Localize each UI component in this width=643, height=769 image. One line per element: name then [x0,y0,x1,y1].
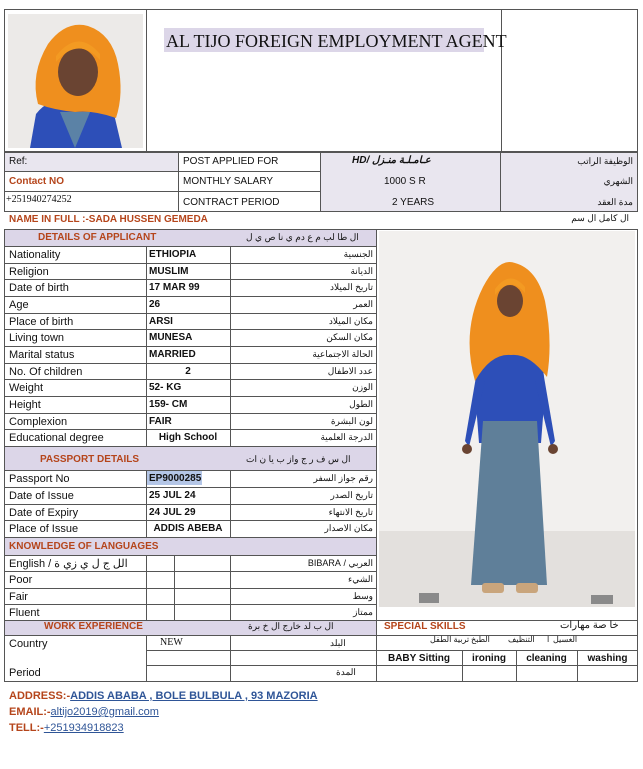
language-ar: العربي / BIBARA [307,558,373,568]
period-ar: المدة [336,667,356,677]
passport-label: Date of Expiry [9,506,79,519]
passport-ar: تاريخ الانتهاء [328,506,373,517]
detail-label: Living town [9,332,65,345]
detail-value: MARRIED [149,349,196,361]
skill-ar: الغسيل [553,635,578,644]
full-name-ar: ال كامل ال سم [571,213,629,223]
detail-value: 52- KG [149,382,182,394]
skill-item: cleaning [526,653,567,664]
row-line [146,665,376,666]
contract-ar: مدة العقد [597,197,633,207]
ref-label: Ref: [9,156,28,167]
row-line [4,346,376,347]
row-line [4,520,376,521]
portrait-photo [8,14,143,148]
salary-value: 1000 S R [384,176,426,187]
detail-value: 159- CM [149,399,188,411]
contract-value: 2 YEARS [392,197,435,208]
full-body-photo [379,231,635,607]
passport-label: Place of Issue [9,523,79,536]
col-line [230,635,231,682]
language-ar: الشيء [347,574,373,585]
passport-value: EP9000285 [149,473,202,484]
row-line [4,263,376,264]
row-line [376,665,638,666]
passport-label: Date of Issue [9,489,74,502]
skill-item: BABY Sitting [387,653,451,664]
row-line [4,487,376,488]
row-line [4,588,376,589]
detail-value: 17 MAR 99 [149,282,200,294]
detail-value: 2 [185,365,191,377]
skill-ar: ا [547,635,550,644]
row-line [4,296,376,297]
row-line [4,379,376,380]
detail-label: Weight [9,382,44,395]
row-line [4,571,376,572]
post-label: POST APPLIED FOR [183,156,279,167]
detail-label: Complexion [9,415,68,428]
skill-ar: التنظيف [508,635,535,644]
skills-title-ar: خا صة مهارات [560,620,619,631]
detail-label: Place of birth [9,315,74,328]
language-ar: ممتاز [353,606,373,617]
divider [146,9,147,152]
full-name: NAME IN FULL :-SADA HUSSEN GEMEDA [9,214,208,225]
tell-label: TELL:- [9,722,44,734]
detail-label: Date of birth [9,282,69,295]
detail-ar: مكان الميلاد [328,315,373,326]
work-title-ar: ال ب لد خارج ال خ برة [248,621,334,631]
detail-ar: تاريخ الميلاد [330,282,373,293]
skill-item: washing [587,653,628,664]
country-value: NEW [160,637,183,648]
detail-value: FAIR [149,415,172,427]
details-title-ar: ال طا لب م ع دم ي نا ص ي ل [246,232,359,242]
contact-label: Contact NO [9,176,64,187]
detail-ar: عدد الاطفال [327,365,373,376]
contract-label: CONTRACT PERIOD [183,197,280,208]
detail-value: MUSLIM [149,265,189,277]
skill-ar: الطبخ [471,635,490,644]
row-line [4,635,638,636]
address-line [9,691,318,702]
detail-ar: الجنسية [343,249,373,259]
passport-value: 24 JUL 29 [149,506,196,518]
detail-value: 26 [149,299,161,310]
row-line [4,396,376,397]
row-line [4,279,376,280]
col-line [146,635,147,682]
language-ar: وسط [352,590,373,601]
row-line [4,604,376,605]
detail-ar: الديانة [350,265,373,276]
language-label: Fair [9,590,28,603]
row-line [4,329,376,330]
country-ar: البلد [330,638,346,648]
language-label: English / الل ج ل ي زي ة [9,558,128,570]
country-label: Country [9,638,48,650]
salary-ar: الشهري [603,176,633,186]
detail-ar: الحالة الاجتماعية [312,349,373,360]
detail-label: Educational degree [9,432,104,445]
detail-value: ARSI [149,315,173,327]
detail-label: No. Of children [9,365,83,378]
tell-link[interactable]: +251934918823 [43,722,124,734]
row-line [4,555,376,556]
address-value: ADDIS ABABA , BOLE BULBULA , 93 MAZORIA [70,690,318,702]
detail-ar: الدرجة العلمية [320,432,373,443]
col-line [178,152,179,212]
detail-value: High School [158,432,218,444]
detail-ar: الوزن [352,382,373,393]
post-value: HD/ عـامـلـة منـزل [352,155,431,166]
languages-title: KNOWLEDGE OF LANGUAGES [9,541,159,552]
email-link[interactable]: altijo2019@gmail.com [50,706,159,718]
passport-ar: تاريخ الصدر [330,489,373,500]
row-line [4,504,376,505]
work-title: WORK EXPERIENCE [44,621,143,632]
detail-label: Age [9,299,29,311]
passport-ar: رقم جواز السفر [313,473,373,483]
detail-label: Marital status [9,349,75,362]
passport-title: PASSPORT DETAILS [40,454,140,465]
language-label: Fluent [9,606,40,619]
salary-label: MONTHLY SALARY [183,176,274,187]
passport-label: Passport No [9,473,70,485]
passport-value: 25 JUL 24 [149,489,196,501]
detail-label: Nationality [9,249,61,261]
skill-item: ironing [472,653,506,664]
row-line [4,313,376,314]
email-line [9,707,159,718]
ref-bg [5,153,178,171]
email-label: EMAIL:- [9,706,51,718]
photo-divider [376,229,377,621]
col-line [376,620,377,682]
detail-label: Religion [9,265,49,278]
passport-value: ADDIS ABEBA [153,523,223,535]
skills-title: SPECIAL SKILLS [384,621,466,632]
page-title: AL TIJO FOREIGN EMPLOYMENT AGENT [166,31,507,51]
tell-line [9,723,124,734]
detail-value: ETHIOPIA [149,249,197,260]
post-ar: الوظيفة الراتب [577,156,633,166]
detail-ar: مكان السكن [326,332,373,343]
row-line [376,650,638,651]
row-line [146,650,376,651]
passport-ar: مكان الاصدار [324,523,373,534]
address-label: ADDRESS:- [9,690,71,702]
detail-ar: الطول [349,399,373,410]
passport-title-ar: ال س ف ر ج واز ب يا ن ات [246,454,351,464]
detail-ar: لون البشرة [330,415,373,426]
row-line [4,429,376,430]
skill-ar: تربية الطفل [430,635,470,644]
details-title: DETAILS OF APPLICANT [38,232,157,243]
period-label: Period [9,667,41,679]
row-line [4,413,376,414]
detail-value: MUNESA [149,332,193,344]
contact-value: +251940274252 [6,194,72,205]
detail-label: Height [9,399,41,412]
detail-ar: العمر [353,299,373,309]
row-line [4,363,376,364]
language-label: Poor [9,574,33,587]
row-line [4,246,376,247]
